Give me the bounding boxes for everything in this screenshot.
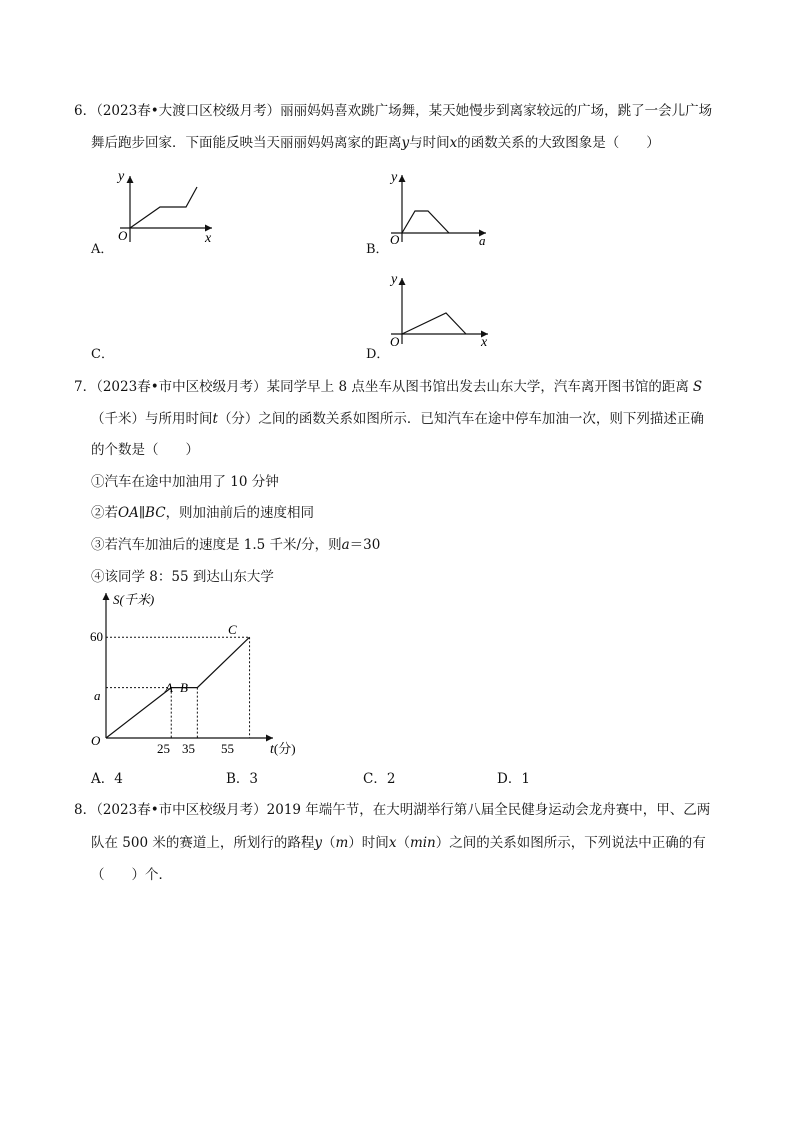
q7-xtick-55: 55 xyxy=(221,741,234,756)
q6a-curve xyxy=(130,187,197,228)
q6d-curve xyxy=(402,313,466,334)
q7-point-C: C xyxy=(228,622,237,637)
q6-graph-b xyxy=(386,166,496,248)
q7-math: a xyxy=(341,537,350,553)
q7-var-S: S xyxy=(692,379,703,395)
q6a-y-label: y xyxy=(118,169,125,184)
q6-var-x: x xyxy=(449,135,458,151)
q7-point-A: A xyxy=(165,680,173,695)
q7-text: ②若 xyxy=(91,505,118,521)
q7-xtick-35: 35 xyxy=(182,741,195,756)
q8-var-y: y xyxy=(314,835,322,851)
q6-option-a-label: A． xyxy=(91,242,114,257)
q6-line1: 6．（2023春•大渡口区校级月考）丽丽妈妈喜欢跳广场舞，某天她慢步到离家较远的广场，跳了一会儿广场 xyxy=(74,103,713,119)
q7-ytick-60: 60 xyxy=(90,629,103,644)
q6-line2 xyxy=(91,134,660,152)
q7-text: ＝30 xyxy=(349,537,381,553)
q8-text: ）时间 xyxy=(348,835,389,851)
q7-statement-3 xyxy=(91,536,380,554)
q6b-curve xyxy=(402,211,449,233)
q7-choice-b: B．3 xyxy=(226,771,259,787)
q6a-origin: O xyxy=(118,228,128,243)
q6b-x-label: a xyxy=(479,233,486,248)
q6-text: 与时间 xyxy=(409,135,450,151)
q6-text: 舞后跑步回家．下面能反映当天丽丽妈妈离家的距离 xyxy=(91,135,402,151)
q8-unit-m: m xyxy=(335,835,349,851)
q7-text: ③若汽车加油后的速度是 1.5 千米/分，则 xyxy=(91,537,342,553)
q6-option-b-label: B． xyxy=(366,242,389,257)
q6d-origin: O xyxy=(390,334,400,349)
q7-var-t: t xyxy=(212,411,218,427)
q6-text: 的函数关系的大致图象是（ ） xyxy=(457,135,660,151)
q7-text: （分）之间的函数关系如图所示．已知汽车在途中停车加油一次，则下列描述正确 xyxy=(217,411,704,427)
q7-line2 xyxy=(91,410,704,428)
q7-statement-2 xyxy=(91,504,314,522)
q6b-y-label: y xyxy=(391,170,398,185)
q8-text: （ xyxy=(322,835,336,851)
q7-statement-4: ④该同学 8：55 到达山东大学 xyxy=(91,569,274,585)
q7-line3: 的个数是（ ） xyxy=(91,442,199,458)
q7-text: ，则加油前后的速度相同 xyxy=(165,505,315,521)
q8-text: 队在 500 米的赛道上，所划行的路程 xyxy=(91,835,315,851)
q7-choice-c: C．2 xyxy=(363,771,396,787)
q7-x-label: t(分) xyxy=(270,741,296,757)
q7-text: （千米）与所用时间 xyxy=(91,411,213,427)
q7-point-B: B xyxy=(180,680,188,695)
q6-option-c-label: C． xyxy=(91,347,114,362)
q6-option-d-label: D． xyxy=(366,347,390,362)
q8-line3: （ ）个． xyxy=(91,867,172,883)
q8-text: ）之间的关系如图所示，下列说法中正确的有 xyxy=(435,835,706,851)
q7-ytick-a: a xyxy=(94,688,101,703)
q7-origin: O xyxy=(91,733,101,748)
q6-graph-a xyxy=(112,166,222,248)
q7-choice-d: D．1 xyxy=(497,771,530,787)
q8-line2 xyxy=(91,834,706,852)
q7-graph xyxy=(88,588,318,760)
q7-y-label: S(千米) xyxy=(113,592,155,607)
q8-var-x: x xyxy=(388,835,397,851)
q8-text: （ xyxy=(396,835,410,851)
q6b-origin: O xyxy=(390,232,400,247)
q6-graph-d xyxy=(386,268,496,350)
q6a-x-label: x xyxy=(205,231,212,246)
q7-choice-a: A．4 xyxy=(91,771,123,787)
q7-text: 7．（2023春•市中区校级月考）某同学早上 8 点坐车从图书馆出发去山东大学，汽车离开图书馆的距离 xyxy=(74,379,689,395)
q7-line1 xyxy=(74,378,702,396)
q7-math: OA∥BC xyxy=(118,505,166,521)
q8-unit-min: min xyxy=(409,835,436,851)
q6-var-y: y xyxy=(401,135,410,151)
q8-line1: 8．（2023春•市中区校级月考）2019 年端午节，在大明湖举行第八届全民健身运动会龙舟赛中，甲、乙两 xyxy=(74,802,711,818)
q6d-x-label: x xyxy=(481,335,488,350)
q6d-y-label: y xyxy=(391,272,398,287)
q7-xtick-25: 25 xyxy=(157,741,170,756)
q7-statement-1: ①汽车在途中加油用了 10 分钟 xyxy=(91,474,279,490)
